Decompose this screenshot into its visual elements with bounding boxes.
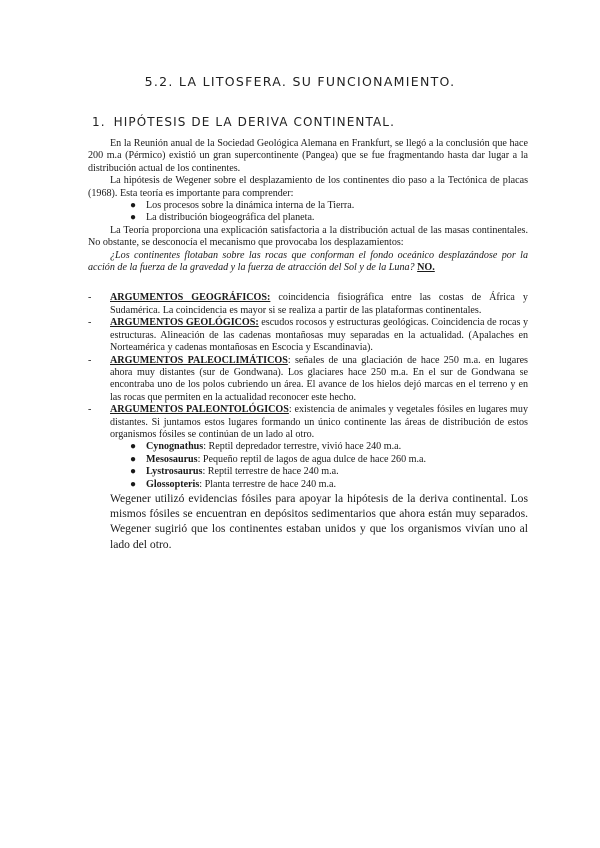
argument-text: coincidencia fisiográfica entre las costas de África y Sudamérica. La coincidencia es mayor si se realiza a partir de las plataformas continentales. — [110, 292, 528, 316]
argument-text: : existencia de animales y vegetales fósiles en lugares muy distantes. Si juntamos estos lugares formando un único continente las áreas de distribución de estos organismos fósiles se continúan de un lado al otro. — [110, 404, 528, 440]
fossil-item — [130, 441, 528, 453]
dash-marker: - — [88, 292, 92, 304]
argument-text: : señales de una glaciación de hace 250 m.a. en lugares ahora muy distantes (sur de Gondwana). Los glaciares hace 250 m.a. En el sur de Gondwana se encontraba uno de los polos cubriendo un área. El avance de los hielos dejó marcas en el terreno y en las rocas que permiten en la actualidad reconocer este hecho. — [110, 354, 528, 403]
arguments-list — [88, 292, 528, 491]
theory-paragraph: La Teoría proporciona una explicación satisfactoria a la distribución actual de las masas continentales. No obstante, se desconocía el mecanismo que provocaba los desplazamientos: — [88, 224, 528, 249]
intro-paragraph: En la Reunión anual de la Sociedad Geológica Alemana en Frankfurt, se llegó a la conclusión que hace 200 m.a (Pérmico) existió un gran supercontinente (Pangea) que se fue fragmentando hasta dar lugar a la distribución actual de los continentes. — [88, 138, 528, 174]
argument-label: ARGUMENTOS GEOGRÁFICOS: — [110, 292, 271, 304]
bullet-icon: ● — [130, 478, 137, 490]
list-item-text: La distribución biogeográfica del planeta. — [146, 212, 315, 224]
fossil-desc: : Planta terrestre de hace 240 m.a. — [199, 478, 337, 490]
fossil-item — [130, 454, 528, 466]
question-text: ¿Los continentes flotaban sobre las rocas que conforman el fondo oceánico desplazándose por la acción de la fuerza de la gravedad y la fuerza de atracción del Sol y de la Luna? — [88, 249, 528, 274]
closing-paragraph: Wegener utilizó evidencias fósiles para apoyar la hipótesis de la deriva continental. Los mismos fósiles se encuentran en depósitos sedimentarios que ahora están muy separados. Wegener sugirió que los continentes estaban unidos y que los organismos vivían uno al lado del otro. — [110, 491, 528, 551]
fossil-name: Glossopteris — [146, 478, 200, 490]
bullet-icon: ● — [130, 200, 137, 212]
fossil-name: Mesosaurus — [146, 453, 198, 465]
understanding-list — [88, 200, 528, 225]
fossil-desc: : Reptil terrestre de hace 240 m.a. — [202, 466, 339, 478]
argument-label: ARGUMENTOS PALEOCLIMÁTICOS — [110, 354, 288, 366]
wegener-paragraph: La hipótesis de Wegener sobre el desplazamiento de los continentes dio paso a la Tectónica de placas (1968). Esta teoría es importante para comprender: — [88, 175, 528, 199]
bullet-icon: ● — [130, 212, 137, 224]
fossil-name: Lystrosaurus — [146, 466, 203, 478]
fossil-desc: : Pequeño reptil de lagos de agua dulce de hace 260 m.a. — [197, 453, 427, 465]
argument-label: ARGUMENTOS GEOLÓGICOS: — [110, 317, 259, 329]
list-item-text: Los procesos sobre la dinámica interna de la Tierra. — [146, 200, 355, 212]
fossil-item — [130, 466, 528, 478]
list-item — [130, 200, 528, 212]
bullet-icon: ● — [130, 453, 137, 465]
argument-paleontologic — [88, 404, 528, 491]
section-heading — [92, 115, 395, 129]
dash-marker: - — [88, 354, 92, 366]
section-title: HIPÓTESIS DE LA DERIVA CONTINENTAL. — [113, 115, 395, 129]
argument-geologic — [88, 317, 528, 354]
list-item — [130, 212, 528, 224]
page-title: 5.2. LA LITOSFERA. SU FUNCIONAMIENTO. — [144, 74, 456, 89]
fossil-name: Cynognathus — [146, 441, 204, 453]
question-answer: NO. — [417, 262, 435, 274]
document-body — [88, 138, 528, 552]
argument-label: ARGUMENTOS PALEONTOLÓGICOS — [110, 404, 289, 416]
dash-marker: - — [88, 317, 92, 329]
argument-paleoclimatic — [88, 355, 528, 405]
section-number: 1. — [92, 115, 106, 129]
fossil-item — [130, 479, 528, 491]
fossil-desc: : Reptil depredador terrestre, vivió hace 240 m.a. — [203, 441, 402, 453]
question-paragraph — [88, 250, 528, 275]
bullet-icon: ● — [130, 441, 137, 453]
fossil-list — [110, 441, 528, 491]
argument-text: escudos rocosos y estructuras geológicas. Coincidencia de rocas y estructuras. Alineación de las cadenas montañosas muy separadas en la actualidad. (Apalaches en Norteamérica y cadenas montañosas en Escocia y Escandinavia). — [110, 317, 528, 354]
bullet-icon: ● — [130, 466, 137, 478]
dash-marker: - — [88, 404, 92, 416]
argument-geographic — [88, 292, 528, 317]
